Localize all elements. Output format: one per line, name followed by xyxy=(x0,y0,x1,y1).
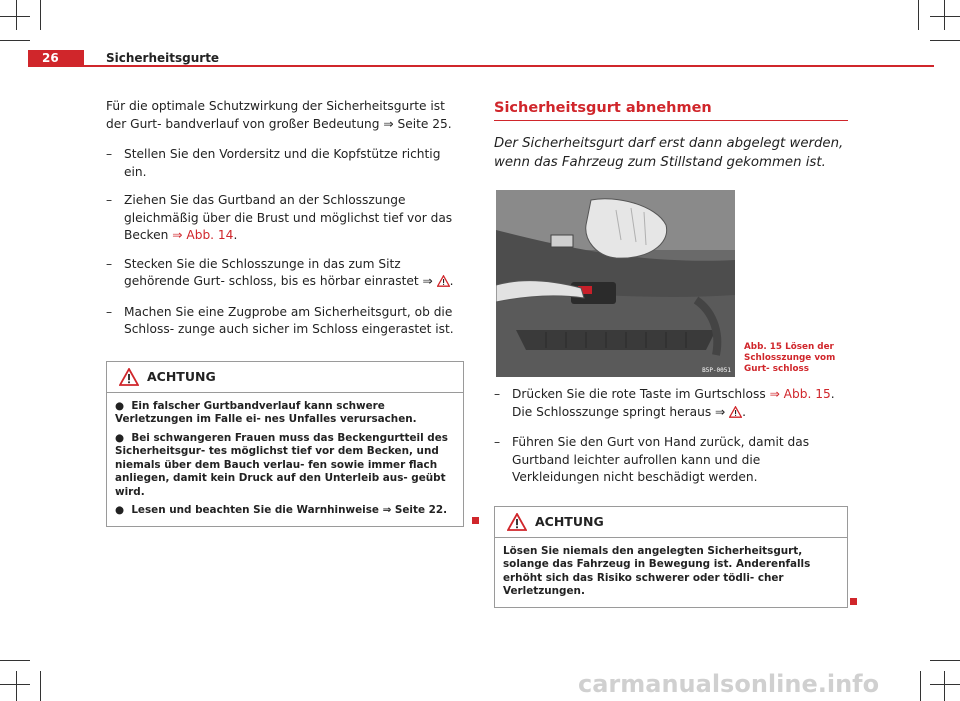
dash-bullet: – xyxy=(106,193,113,207)
step-text: Ziehen Sie das Gurtband an der Schlosszunge gleichmäßig über die Brust und möglichst tief vor das Becken xyxy=(124,193,453,242)
bullet-icon: ● xyxy=(115,399,132,412)
crop-mark xyxy=(16,671,17,701)
crop-mark xyxy=(920,671,921,701)
left-column xyxy=(106,98,464,527)
crop-mark xyxy=(16,0,17,30)
list-item xyxy=(106,146,464,181)
section-end-marker xyxy=(472,517,479,524)
bullet-icon: ● xyxy=(115,504,132,516)
step-text: Stecken Sie die Schlosszunge in das zum Sitz gehörende Gurt- schloss, bis es hörbar einrastet ⇒ xyxy=(124,256,437,288)
crop-mark xyxy=(0,660,30,661)
dash-bullet: – xyxy=(106,147,113,161)
warning-header xyxy=(495,507,847,538)
section-rule xyxy=(494,120,848,121)
step-text-tail: . xyxy=(233,228,238,242)
crop-mark xyxy=(40,671,41,701)
step-text: Drücken Sie die rote Taste im Gurtschloss xyxy=(512,387,770,401)
section-end-marker xyxy=(850,598,857,605)
header-rule xyxy=(28,65,934,67)
crop-mark xyxy=(0,16,30,17)
warning-item-text: Lesen und beachten Sie die Warnhinweise ⇒ Seite 22. xyxy=(131,504,448,516)
watermark: carmanualsonline.info xyxy=(578,670,880,698)
crop-mark xyxy=(930,684,960,685)
right-column xyxy=(494,98,848,608)
figure-code: B5P-0051 xyxy=(702,367,731,374)
page-title: Sicherheitsgurte xyxy=(106,51,220,65)
page-number: 26 xyxy=(28,50,84,66)
dash-bullet: – xyxy=(494,435,501,449)
warning-item-text: Bei schwangeren Frauen muss das Beckengurtteil des Sicherheitsgur- tes möglichst tief vor dem Becken, und niemals über dem Bauch verlau- fen sowie immer flach anliegen, damit kein Druck auf den Unterleib aus- geübt wird. xyxy=(115,431,448,498)
crop-mark xyxy=(0,684,30,685)
step-text-tail: . xyxy=(449,274,454,288)
warning-item xyxy=(115,432,455,500)
step-text: Machen Sie eine Zugprobe am Sicherheitsgurt, ob die Schloss- zunge auch sicher im Schloss eingerastet ist. xyxy=(124,304,454,336)
crop-mark xyxy=(930,16,960,17)
lead-paragraph: Der Sicherheitsgurt darf erst dann abgelegt werden, wenn das Fahrzeug zum Stillstand gekommen ist. xyxy=(494,136,844,170)
list-item xyxy=(106,304,464,339)
figure-caption: Abb. 15 Lösen der Schlosszunge vom Gurt- schloss xyxy=(744,342,836,374)
list-item xyxy=(494,386,848,423)
step-text-tail: . xyxy=(742,404,747,419)
warning-triangle-icon xyxy=(507,513,527,535)
step-text-tail: . Die Schlosszunge springt heraus ⇒ xyxy=(512,387,835,419)
list-item xyxy=(106,192,464,245)
warning-label: ACHTUNG xyxy=(147,368,216,384)
crop-mark xyxy=(918,0,919,30)
step-text: Führen Sie den Gurt von Hand zurück, damit das Gurtband leichter aufrollen kann und die Verkleidungen nicht beschädigt werden. xyxy=(512,435,810,484)
warning-header xyxy=(107,362,463,393)
warning-body xyxy=(107,393,463,526)
crop-mark xyxy=(930,660,960,661)
warning-box xyxy=(106,361,464,527)
warning-item-text: Lösen Sie niemals den angelegten Sicherheitsgurt, solange das Fahrzeug in Bewegung ist. Anderenfalls erhöht sich das Risiko schwerer oder tödli- cher Verletzungen. xyxy=(503,544,811,597)
figure-photo xyxy=(496,190,735,377)
warning-triangle-icon xyxy=(119,368,139,390)
figure xyxy=(494,190,848,380)
bullet-icon: ● xyxy=(115,431,132,444)
crop-mark xyxy=(930,40,960,41)
warning-label: ACHTUNG xyxy=(535,513,604,529)
figure-reference-link[interactable]: ⇒ Abb. 14 xyxy=(172,228,234,242)
warning-box xyxy=(494,506,848,608)
dash-bullet: – xyxy=(106,256,113,271)
warning-item xyxy=(115,504,455,518)
warning-triangle-icon[interactable] xyxy=(729,406,742,424)
warning-item-text: Ein falscher Gurtbandverlauf kann schwere Verletzungen im Falle ei- nes Unfalles verursachen. xyxy=(115,399,417,425)
crop-mark xyxy=(944,0,945,30)
section-title: Sicherheitsgurt abnehmen xyxy=(494,100,712,116)
intro-paragraph: Für die optimale Schutzwirkung der Sicherheitsgurte ist der Gurt- bandverlauf von großer Bedeutung ⇒ Seite 25. xyxy=(106,99,452,131)
crop-mark xyxy=(40,0,41,30)
step-text: Stellen Sie den Vordersitz und die Kopfstütze richtig ein. xyxy=(124,147,441,179)
list-item xyxy=(494,434,848,487)
warning-item xyxy=(115,400,455,427)
dash-bullet: – xyxy=(106,304,113,319)
crop-mark xyxy=(944,671,945,701)
crop-mark xyxy=(0,40,30,41)
warning-body xyxy=(495,538,847,607)
list-item xyxy=(106,256,464,293)
warning-triangle-icon[interactable] xyxy=(437,275,450,293)
dash-bullet: – xyxy=(494,387,501,401)
figure-reference-link[interactable]: ⇒ Abb. 15 xyxy=(769,387,831,401)
